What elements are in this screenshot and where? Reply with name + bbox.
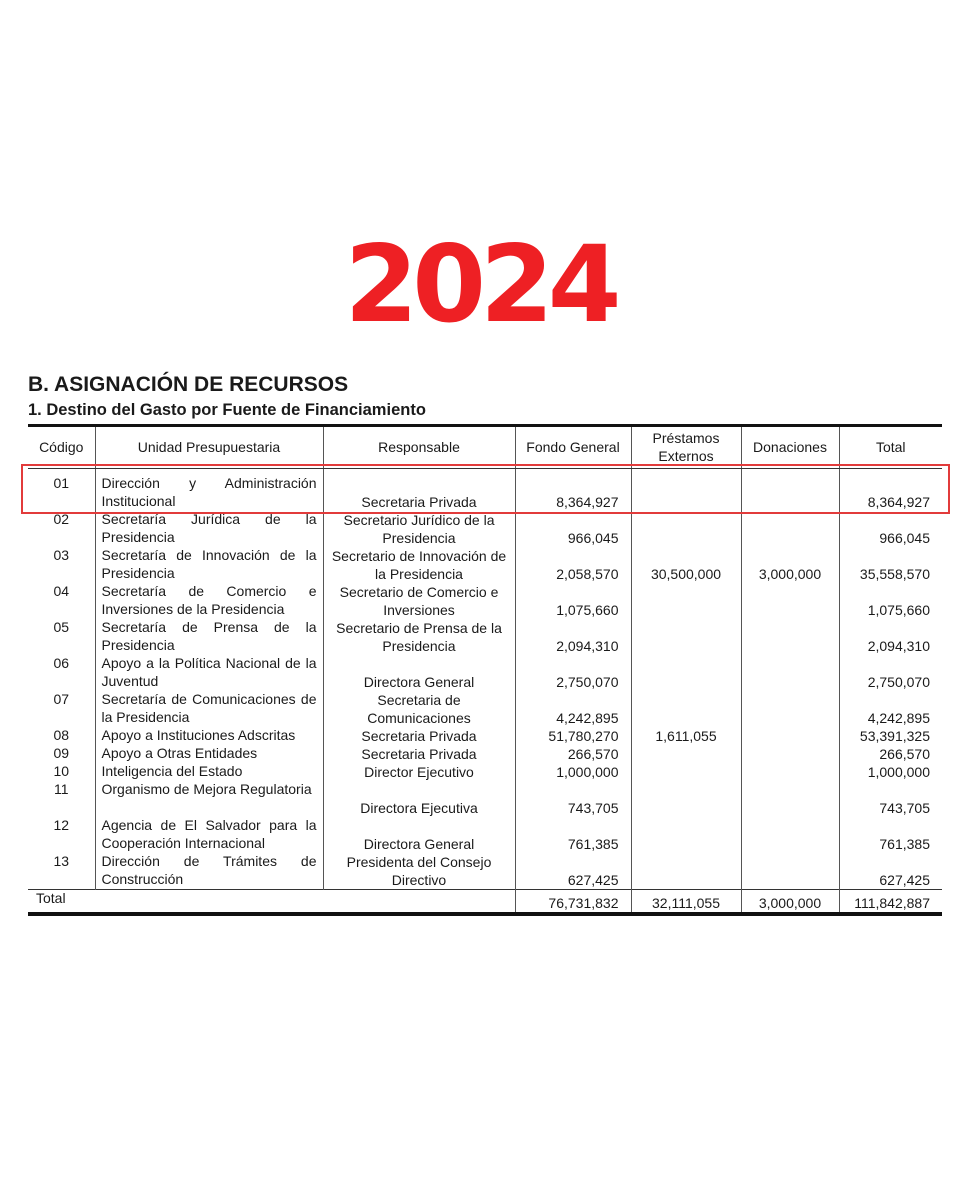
table-row (28, 511, 942, 547)
row-unit: Dirección de Trámites de Construcción (95, 853, 323, 890)
row-responsible: Presidenta del Consejo Directivo (323, 853, 515, 890)
row-prestamos: 30,500,000 (631, 547, 741, 583)
row-prestamos (631, 619, 741, 655)
row-total: 761,385 (839, 817, 942, 853)
row-unit: Apoyo a Instituciones Adscritas (95, 727, 323, 745)
row-total: 627,425 (839, 853, 942, 890)
table-row (28, 853, 942, 890)
row-fondo-general: 627,425 (515, 853, 631, 890)
row-donaciones (741, 727, 839, 745)
row-code: 05 (53, 619, 70, 635)
row-total: 2,750,070 (839, 655, 942, 691)
row-prestamos (631, 691, 741, 727)
row-responsible: Secretaria Privada (323, 469, 515, 512)
row-unit: Organismo de Mejora Regulatoria (95, 781, 323, 817)
row-prestamos (631, 655, 741, 691)
row-fondo-general: 1,075,660 (515, 583, 631, 619)
row-responsible: Secretaria Privada (323, 727, 515, 745)
row-unit: Inteligencia del Estado (95, 763, 323, 781)
totals-row (28, 890, 942, 915)
totals-fondo-general: 76,731,832 (515, 890, 631, 915)
totals-total: 111,842,887 (839, 890, 942, 915)
row-fondo-general: 266,570 (515, 745, 631, 763)
row-code: 02 (53, 511, 70, 527)
row-code: 09 (53, 745, 70, 761)
year-heading: 2024 (344, 223, 616, 346)
row-responsible: Secretario de Innovación de la Presidencia (323, 547, 515, 583)
header-donaciones: Donaciones (741, 426, 839, 469)
row-donaciones (741, 691, 839, 727)
totals-donaciones: 3,000,000 (741, 890, 839, 915)
table-row (28, 619, 942, 655)
row-donaciones (741, 781, 839, 817)
row-fondo-general: 4,242,895 (515, 691, 631, 727)
row-donaciones (741, 583, 839, 619)
totals-label: Total (28, 890, 515, 915)
row-donaciones (741, 853, 839, 890)
subsection-title: 1. Destino del Gasto por Fuente de Financiamiento (28, 401, 426, 419)
row-donaciones (741, 745, 839, 763)
row-fondo-general: 761,385 (515, 817, 631, 853)
row-unit: Secretaría de Comercio e Inversiones de la Presidencia (95, 583, 323, 619)
row-code: 12 (53, 817, 70, 833)
table-row (28, 817, 942, 853)
row-prestamos (631, 511, 741, 547)
row-unit: Secretaría de Innovación de la Presidencia (95, 547, 323, 583)
section-title: B. ASIGNACIÓN DE RECURSOS (28, 373, 349, 396)
row-fondo-general: 2,058,570 (515, 547, 631, 583)
row-code: 10 (53, 763, 70, 779)
row-code: 04 (53, 583, 70, 599)
row-fondo-general: 8,364,927 (515, 469, 631, 512)
row-unit: Secretaría Jurídica de la Presidencia (95, 511, 323, 547)
header-prestamos: Préstamos Externos (631, 426, 741, 469)
row-prestamos (631, 745, 741, 763)
table-row (28, 583, 942, 619)
row-prestamos (631, 853, 741, 890)
header-responsible: Responsable (323, 426, 515, 469)
row-responsible: Secretaria Privada (323, 745, 515, 763)
totals-prestamos: 32,111,055 (631, 890, 741, 915)
row-donaciones (741, 511, 839, 547)
row-code: 11 (53, 781, 69, 797)
row-responsible: Secretario de Prensa de la Presidencia (323, 619, 515, 655)
row-responsible: Directora Ejecutiva (323, 781, 515, 817)
row-total: 1,000,000 (839, 763, 942, 781)
table-row (28, 781, 942, 817)
row-fondo-general: 2,750,070 (515, 655, 631, 691)
row-unit: Secretaría de Comunicaciones de la Presidencia (95, 691, 323, 727)
row-unit: Agencia de El Salvador para la Cooperación Internacional (95, 817, 323, 853)
row-total: 2,094,310 (839, 619, 942, 655)
row-code: 03 (53, 547, 70, 563)
row-donaciones (741, 655, 839, 691)
row-code: 01 (53, 475, 70, 491)
row-prestamos (631, 583, 741, 619)
row-unit: Apoyo a Otras Entidades (95, 745, 323, 763)
header-fondo-general: Fondo General (515, 426, 631, 469)
highlight-box (21, 464, 950, 514)
row-unit: Dirección y Administración Institucional (95, 469, 323, 512)
row-fondo-general: 1,000,000 (515, 763, 631, 781)
header-total: Total (839, 426, 942, 469)
table-row (28, 547, 942, 583)
header-code: Código (28, 426, 95, 469)
row-fondo-general: 51,780,270 (515, 727, 631, 745)
row-code: 13 (53, 853, 70, 869)
row-responsible: Secretario Jurídico de la Presidencia (323, 511, 515, 547)
row-fondo-general: 2,094,310 (515, 619, 631, 655)
row-prestamos (631, 781, 741, 817)
table-row (28, 655, 942, 691)
row-prestamos (631, 763, 741, 781)
row-total: 4,242,895 (839, 691, 942, 727)
row-unit: Apoyo a la Política Nacional de la Juventud (95, 655, 323, 691)
row-total: 53,391,325 (839, 727, 942, 745)
header-unit: Unidad Presupuestaria (95, 426, 323, 469)
row-total: 266,570 (839, 745, 942, 763)
row-code: 07 (53, 691, 70, 707)
row-unit: Secretaría de Prensa de la Presidencia (95, 619, 323, 655)
row-prestamos (631, 817, 741, 853)
row-total: 743,705 (839, 781, 942, 817)
row-responsible: Director Ejecutivo (323, 763, 515, 781)
row-fondo-general: 743,705 (515, 781, 631, 817)
row-total: 1,075,660 (839, 583, 942, 619)
row-donaciones (741, 817, 839, 853)
table-row (28, 691, 942, 727)
table-row (28, 763, 942, 781)
table-row (28, 745, 942, 763)
row-responsible: Secretaria de Comunicaciones (323, 691, 515, 727)
row-responsible: Directora General (323, 655, 515, 691)
table-row (28, 727, 942, 745)
row-total: 966,045 (839, 511, 942, 547)
row-responsible: Directora General (323, 817, 515, 853)
row-donaciones (741, 619, 839, 655)
row-donaciones: 3,000,000 (741, 547, 839, 583)
row-prestamos: 1,611,055 (631, 727, 741, 745)
row-code: 06 (53, 655, 70, 671)
row-total: 35,558,570 (839, 547, 942, 583)
row-donaciones (741, 763, 839, 781)
row-code: 08 (53, 727, 70, 743)
row-responsible: Secretario de Comercio e Inversiones (323, 583, 515, 619)
row-fondo-general: 966,045 (515, 511, 631, 547)
row-total: 8,364,927 (839, 469, 942, 512)
table-header-row (28, 426, 942, 469)
